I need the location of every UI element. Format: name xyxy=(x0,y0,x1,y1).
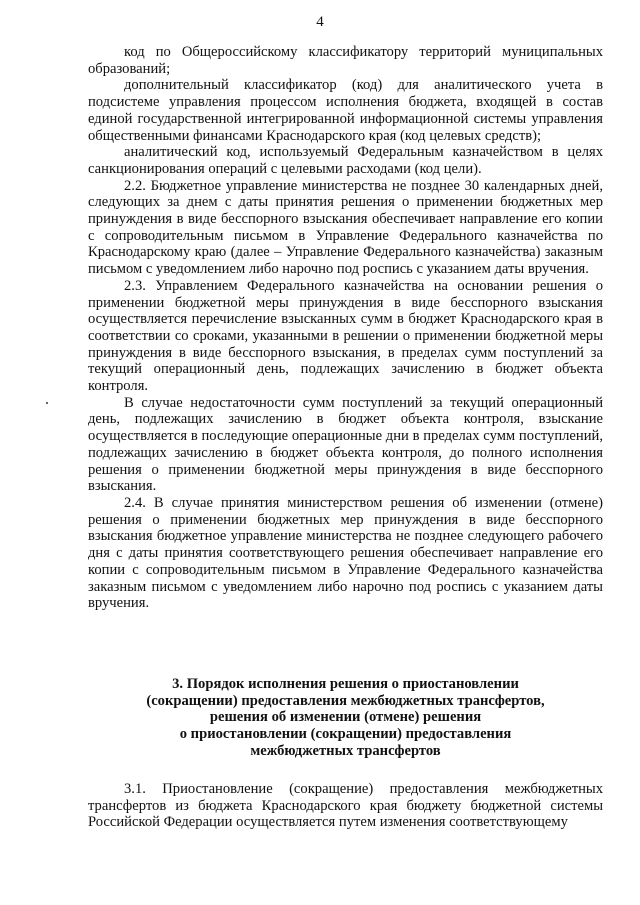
document-body xyxy=(88,44,603,612)
section-body xyxy=(88,781,603,831)
paragraph-clause-2-2: 2.2. Бюджетное управление министерства не позднее 30 календарных дней, следующих за днем с даты принятия решения о применении бюджетных мер принуждения в виде бесспорного взыскания обеспечивает направление его копии с сопроводительным письмом в Управление Федерального казначейства по Краснодарскому краю (далее – Управление Федерального казначейства) заказным письмом с уведомлением либо нарочно под роспись с указанием даты вручения. xyxy=(88,177,603,278)
section-heading-line: (сокращении) предоставления межбюджетных трансфертов, xyxy=(146,692,545,709)
section-heading xyxy=(88,676,603,760)
paragraph-clause-2-4: 2.4. В случае принятия министерством решения об изменении (отмене) решения о применении бюджетных мер принуждения в виде бесспорного взыскания бюджетное управление министерства не позднее следующего рабочего дня с даты принятия соответствующего решения обеспечивает направление его копии с сопроводительным письмом в Управление Федерального казначейства заказным письмом с уведомлением либо нарочно под роспись с указанием даты вручения. xyxy=(88,494,603,612)
paragraph-analytical-code: аналитический код, используемый Федеральным казначейством в целях санкционирования операций с целевыми расходами (код цели). xyxy=(88,144,603,177)
paragraph-clause-2-3: 2.3. Управлением Федерального казначейства на основании решения о применении бюджетной меры принуждения в виде бесспорного взыскания осуществляется перечисление взысканных сумм в бюджет Краснодарского края в соответствии со сроками, указанными в решении о применении бюджетной меры принуждения в виде бесспорного взыскания, в пределах сумм поступлений за текущий операционный день, подлежащих зачислению в бюджет объекта контроля. xyxy=(88,277,603,395)
paragraph-insufficient-funds: В случае недостаточности сумм поступлений за текущий операционный день, подлежащих зачислению в бюджет объекта контроля, взыскание осуществляется в последующие операционные дни в пределах сумм поступлений, подлежащих зачислению в бюджет объекта контроля, до полного исполнения решения о применении бюджетной меры принуждения в виде бесспорного взыскания. xyxy=(88,394,603,495)
section-heading-line: решения об изменении (отмене) решения xyxy=(209,709,482,726)
paragraph-okato-code: код по Общероссийскому классификатору территорий муниципальных образований; xyxy=(88,44,603,77)
page-number: 4 xyxy=(316,14,324,30)
scan-speck xyxy=(46,402,48,404)
section-heading-line: о приостановлении (сокращении) предоставления xyxy=(179,726,512,743)
paragraph-clause-3-1: 3.1. Приостановление (сокращение) предоставления межбюджетных трансфертов из бюджета Краснодарского края бюджету бюджетной системы Российской Федерации осуществляется путем изменения соответствующему xyxy=(88,781,603,831)
section-heading-line: 3. Порядок исполнения решения о приостановлении xyxy=(172,676,519,692)
paragraph-additional-classifier: дополнительный классификатор (код) для аналитического учета в подсистеме управления процессом исполнения бюджета, входящей в состав единой государственной интегрированной информационной системы управления общественными финансами Краснодарского края (код целевых средств); xyxy=(88,77,603,144)
section-heading-line: межбюджетных трансфертов xyxy=(250,742,441,759)
